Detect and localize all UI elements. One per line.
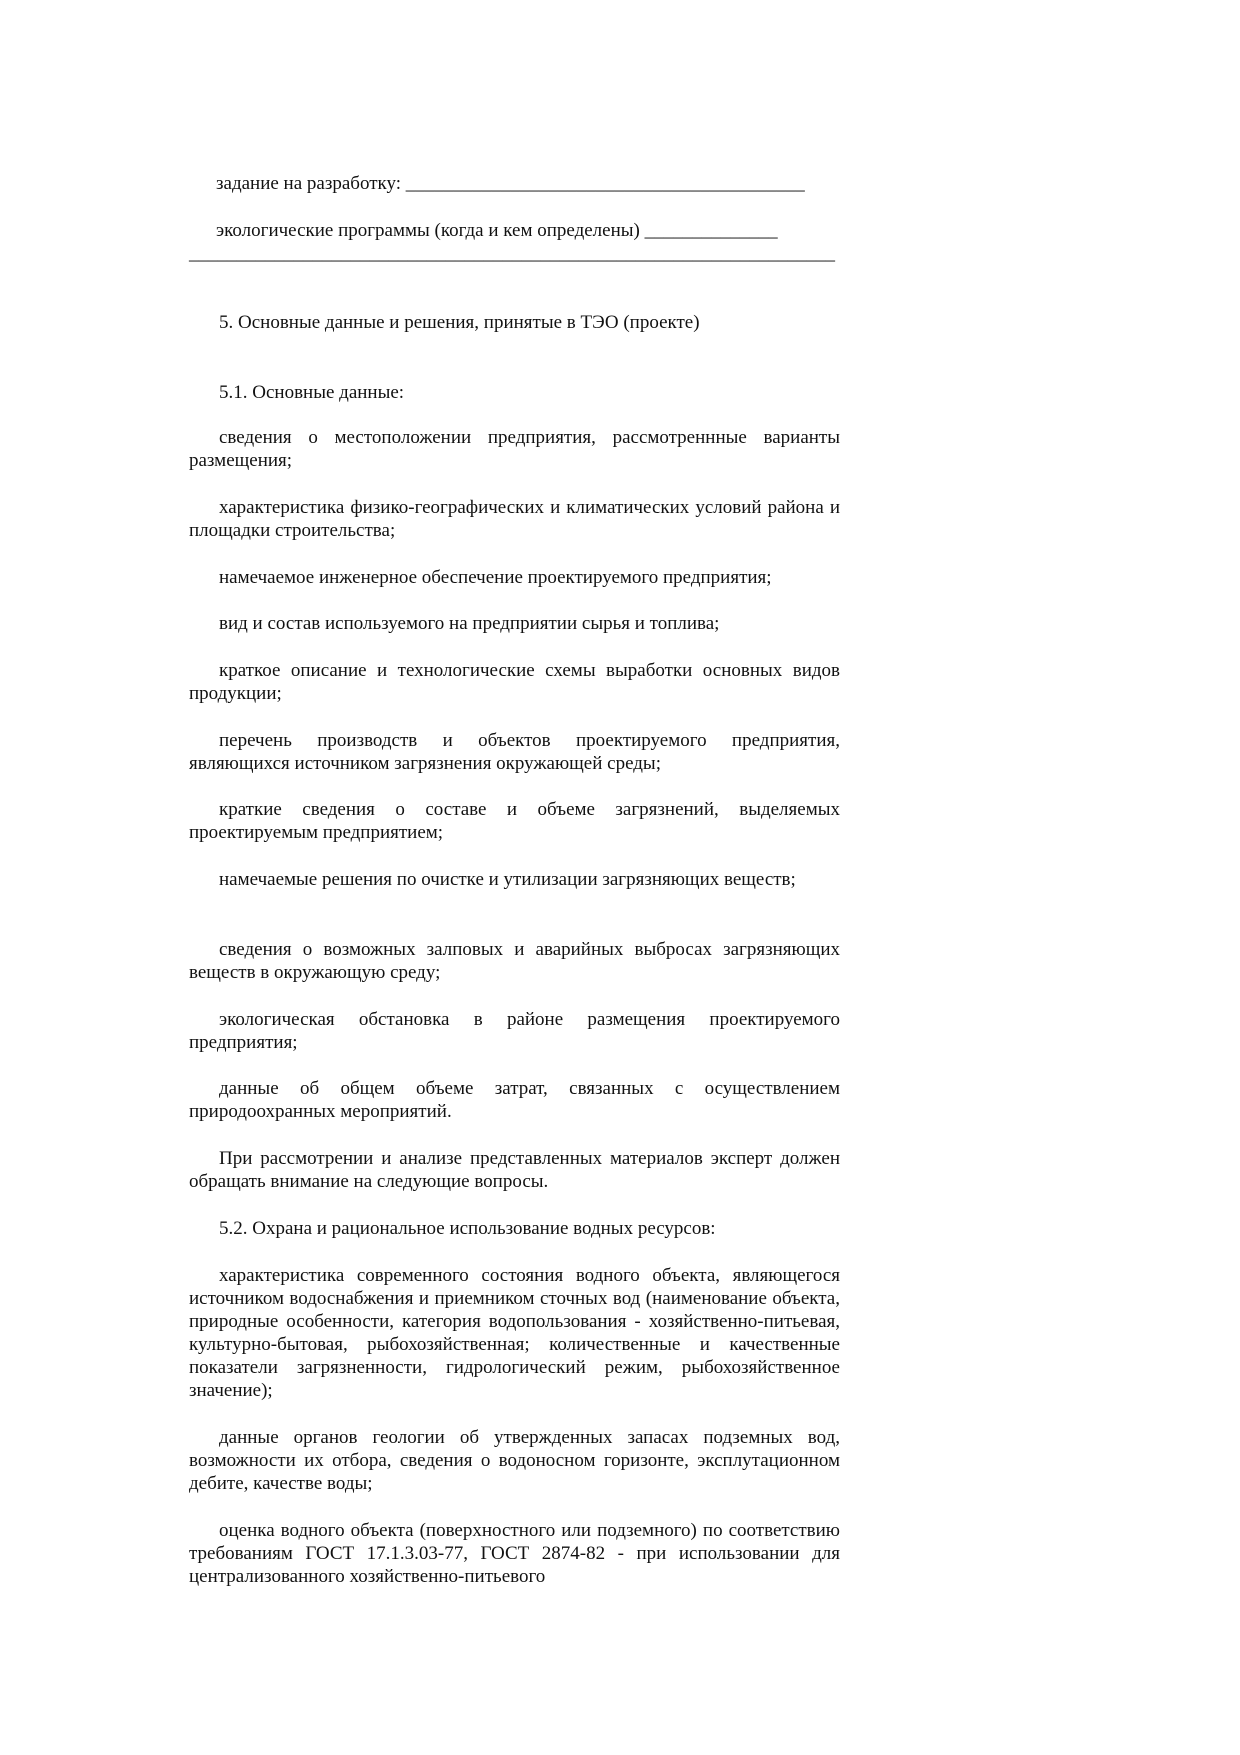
paragraph-treatment: намечаемые решения по очистке и утилизации загрязняющих веществ;	[219, 869, 796, 890]
paragraph-emergency-emissions: сведения о возможных залповых и аварийных выбросах загрязняющих веществ в окружающую среду;	[189, 939, 840, 983]
section-5-title: 5. Основные данные и решения, принятые в ТЭО (проекте)	[219, 312, 700, 333]
paragraph-ecological-situation: экологическая обстановка в районе размещения проектируемого предприятия;	[189, 1009, 840, 1053]
paragraph-pollution-sources: перечень производств и объектов проектируемого предприятия, являющихся источником загрязнения окружающей среды;	[189, 730, 840, 774]
paragraph-raw-materials: вид и состав используемого на предприятии сырья и топлива;	[219, 613, 720, 634]
paragraph-water-body: характеристика современного состояния водного объекта, являющегося источником водоснабжения и приемником сточных вод (наименование объекта, природные особенности, категория водопользования - хозяйственно-питьевая, культурно-бытовая, рыбохозяйственная; количественные и качественные показатели загрязненности, гидрологический режим, рыбохозяйственное значение);	[189, 1265, 840, 1401]
paragraph-costs: данные об общем объеме затрат, связанных с осуществлением природоохранных мероприятий.	[189, 1078, 840, 1122]
paragraph-water-assessment: оценка водного объекта (поверхностного или подземного) по соответствию требованиям ГОСТ 17.1.3.03-77, ГОСТ 2874-82 - при использовании для централизованного хозяйственно-питьевого	[189, 1520, 840, 1587]
task-line: задание на разработку: __________________________________________	[216, 173, 805, 194]
paragraph-climate: характеристика физико-географических и климатических условий района и площадки строительства;	[189, 497, 840, 541]
section-5-2-title: 5.2. Охрана и рациональное использование водных ресурсов:	[219, 1218, 716, 1239]
eco-programs-line: экологические программы (когда и кем определены) ______________	[216, 220, 778, 241]
paragraph-pollution-volume: краткие сведения о составе и объеме загрязнений, выделяемых проектируемым предприятием;	[189, 799, 840, 843]
paragraph-groundwater: данные органов геологии об утвержденных запасах подземных вод, возможности их отбора, сведения о водоносном горизонте, эксплутационном дебите, качестве воды;	[189, 1427, 840, 1494]
paragraph-engineering: намечаемое инженерное обеспечение проектируемого предприятия;	[219, 567, 772, 588]
paragraph-expert-review: При рассмотрении и анализе представленных материалов эксперт должен обращать внимание на следующие вопросы.	[189, 1148, 840, 1192]
paragraph-technology: краткое описание и технологические схемы выработки основных видов продукции;	[189, 660, 840, 704]
section-5-1-title: 5.1. Основные данные:	[219, 382, 405, 403]
eco-programs-underline: ____________________________________________________________________	[189, 243, 835, 264]
paragraph-location: сведения о местоположении предприятия, рассмотреннные варианты размещения;	[189, 427, 840, 471]
